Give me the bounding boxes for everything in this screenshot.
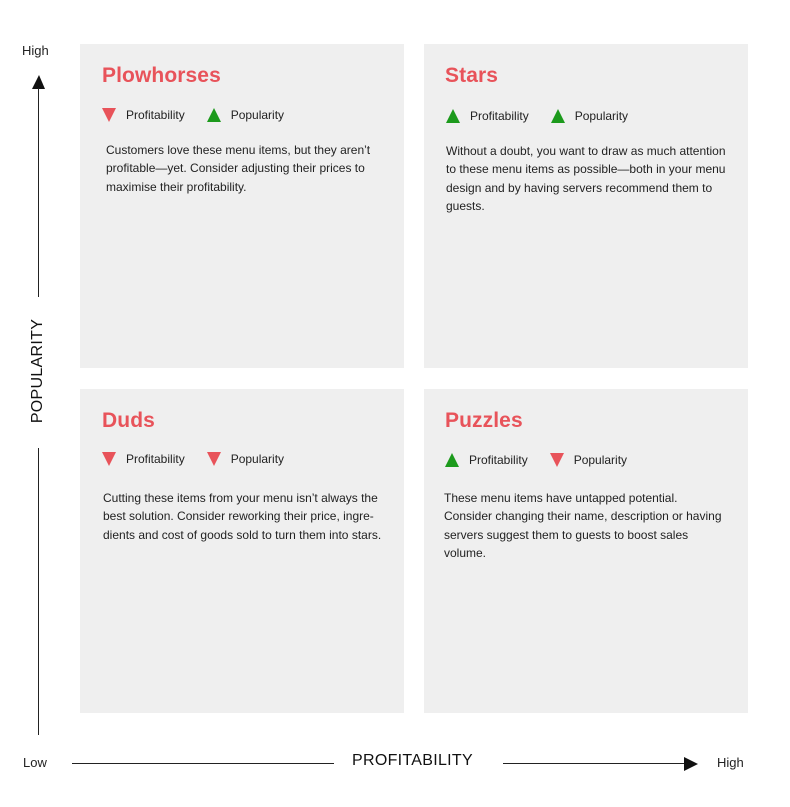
x-axis-high-label: High [717,755,744,770]
x-axis-line-left [72,763,334,764]
popularity-label: Popularity [230,452,285,466]
quadrant-stars [424,44,748,368]
x-axis-line-right [503,763,685,764]
quadrant-description: Customers love these menu items, but they aren’t profitable—yet. Consider adjusting their prices to maximise their profitability. [106,143,371,194]
quadrant-title: Puzzles [445,409,523,432]
quadrant-duds [80,389,404,713]
triangle-down-icon [207,452,221,466]
quadrant-title: Duds [102,409,155,432]
y-axis-line-lower [38,448,39,735]
popularity-indicator [550,453,627,467]
triangle-up-icon [207,108,221,122]
y-axis-arrow-icon [32,75,45,89]
profitability-label: Profitability [126,108,185,122]
triangle-down-icon [102,108,116,122]
y-axis-high-label: High [22,43,49,58]
quadrant-plowhorses [80,44,404,368]
triangle-down-icon [102,452,116,466]
popularity-label: Popularity [230,108,285,122]
x-axis-arrow-icon [684,757,698,771]
indicator-row [102,451,284,467]
indicator-row [445,452,627,468]
quadrant-description: These menu items have untapped potential. Consider changing their name, description or having servers suggest them to guests to boost sales volume. [444,491,722,560]
quadrant-description: Cutting these items from your menu isn’t always the best solution. Consider reworking their price, ingre-dients and cost of goods sold to turn them into stars. [103,491,382,542]
triangle-up-icon [445,453,459,467]
popularity-indicator [551,109,628,123]
x-axis-title: PROFITABILITY [352,752,473,769]
profitability-indicator [446,109,529,123]
quadrant-description: Without a doubt, you want to draw as much attention to these menu items as possible—both in your menu design and by having servers recommend them to guests. [446,144,726,213]
quadrant-title: Plowhorses [102,64,221,87]
x-axis-low-label: Low [23,755,47,770]
y-axis-title: POPULARITY [29,318,46,424]
triangle-up-icon [551,109,565,123]
profitability-label: Profitability [126,452,185,466]
indicator-row [446,108,628,124]
quadrant-puzzles [424,389,748,713]
profitability-label: Profitability [469,453,528,467]
profitability-indicator [102,452,185,466]
y-axis-line-upper [38,88,39,297]
profitability-indicator [445,453,528,467]
triangle-down-icon [550,453,564,467]
popularity-label: Popularity [573,453,628,467]
popularity-indicator [207,452,284,466]
quadrant-title: Stars [445,64,499,87]
triangle-up-icon [446,109,460,123]
profitability-label: Profitability [470,109,529,123]
indicator-row [102,107,284,123]
popularity-indicator [207,108,284,122]
profitability-indicator [102,108,185,122]
popularity-label: Popularity [574,109,629,123]
